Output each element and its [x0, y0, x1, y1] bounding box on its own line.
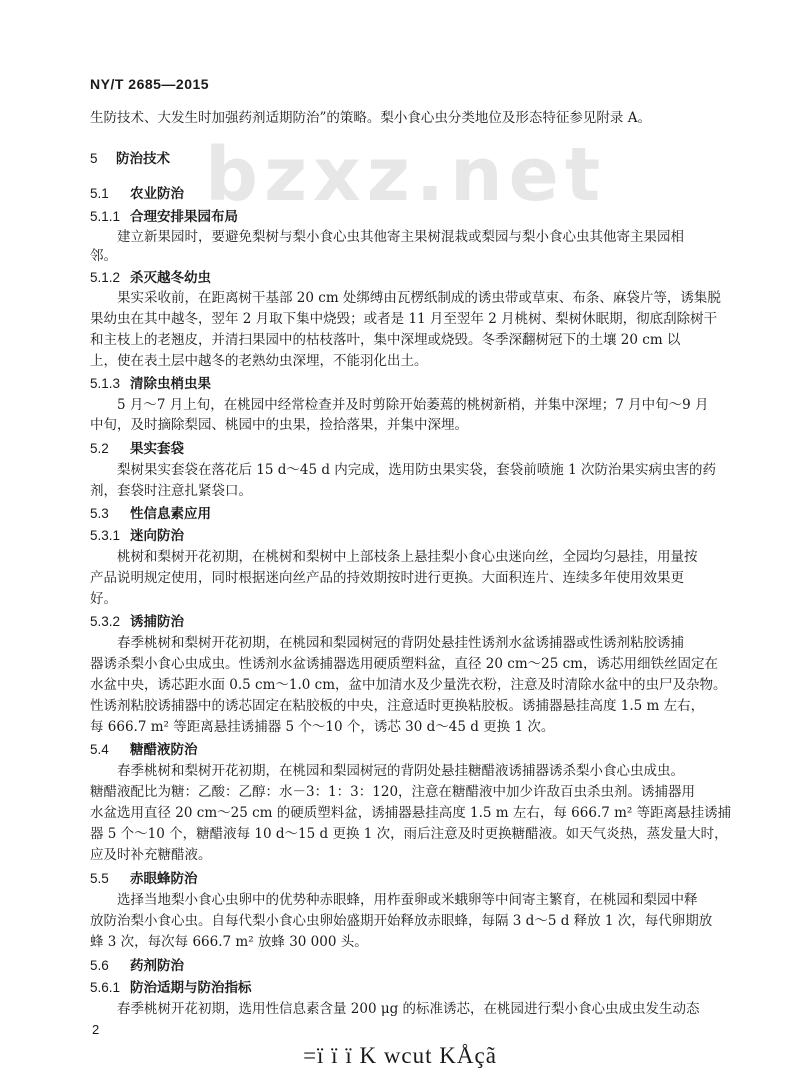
heading-5-2: 5.2 果实套袋	[90, 441, 184, 457]
paragraph-line: 果实采收前，在距离树干基部 20 cm 处绑缚由瓦楞纸制成的诱虫带或草束、布条、麻袋片等，诱集脱	[117, 290, 721, 306]
heading-5-6-1: 5.6.1 防治适期与防治指标	[90, 980, 252, 996]
standard-number: NY/T 2685—2015	[90, 76, 210, 92]
paragraph-line: 生防技术、大发生时加强药剂适期防治”的策略。梨小食心虫分类地位及形态特征参见附录 A。	[90, 110, 651, 126]
paragraph-line: 每 666.7 m² 等距离悬挂诱捕器 5 个～10 个，诱芯 30 d～45 d 更换 1 次。	[90, 719, 555, 735]
paragraph-line: 糖醋液配比为糖：乙酸：乙醇：水－3：1：3：120，注意在糖醋液中加少许敌百虫杀虫剂。诱捕器用	[90, 784, 696, 800]
paragraph-line: 性诱剂粘胶诱捕器中的诱芯固定在粘胶板的中央，注意适时更换粘胶板。诱捕器悬挂高度 1.5 m 左右，	[90, 698, 705, 714]
heading-5-3-2: 5.3.2 诱捕防治	[90, 614, 184, 630]
paragraph-line: 建立新果园时，要避免梨树与梨小食心虫其他寄主果树混栽或梨园与梨小食心虫其他寄主果园相	[117, 229, 684, 245]
paragraph-line: 器诱杀梨小食心虫成虫。性诱剂水盆诱捕器选用硬质塑料盆，直径 20 cm～25 cm，诱芯用细铁丝固定在	[90, 656, 718, 672]
paragraph-line: 春季桃树和梨树开花初期，在桃园和梨园树冠的背阴处悬挂性诱剂水盆诱捕器或性诱剂粘胶诱捕	[117, 635, 684, 651]
heading-5-3: 5.3 性信息素应用	[90, 506, 211, 522]
paragraph-line: 蜂 3 次，每次每 666.7 m² 放蜂 30 000 头。	[90, 934, 368, 950]
heading-5-5: 5.5 赤眼蜂防治	[90, 871, 198, 887]
heading-5-1-2: 5.1.2 杀灭越冬幼虫	[90, 270, 211, 286]
heading-5-1-3: 5.1.3 清除虫梢虫果	[90, 376, 211, 392]
paragraph-line: 应及时补充糖醋液。	[90, 847, 212, 863]
paragraph-line: 水盆选用直径 20 cm～25 cm 的硬质塑料盆，诱捕器悬挂高度 1.5 m 左右，每 666.7 m² 等距离悬挂诱捕	[90, 805, 732, 821]
paragraph-line: 梨树果实套袋在落花后 15 d～45 d 内完成，选用防虫果实袋，套袋前喷施 1 次防治果实病虫害的药	[117, 462, 716, 478]
paragraph-line: 放防治梨小食心虫。自每代梨小食心虫卵始盛期开始释放赤眼蜂，每隔 3 d～5 d 释放 1 次，每代卵期放	[90, 913, 713, 929]
heading-5-4: 5.4 糖醋液防治	[90, 742, 198, 758]
paragraph-line: 产品说明规定使用，同时根据迷向丝产品的持效期按时进行更换。大面积连片、连续多年使用效果更	[90, 570, 684, 586]
paragraph-line: 好。	[90, 591, 117, 607]
paragraph-line: 春季桃树和梨树开花初期，在桃园和梨园树冠的背阴处悬挂糖醋液诱捕器诱杀梨小食心虫成虫。	[117, 763, 684, 779]
paragraph-line: 果幼虫在其中越冬，翌年 2 月取下集中烧毁；或者是 11 月至翌年 2 月桃树、梨树休眠期，彻底刮除树干	[90, 311, 718, 327]
paragraph-line: 邻。	[90, 248, 117, 264]
paragraph-line: 5 月～7 月上旬，在桃园中经常检查并及时剪除开始萎蔫的桃树新梢，并集中深埋；7 月中旬～9 月	[117, 397, 709, 413]
heading-5-1-1: 5.1.1 合理安排果园布局	[90, 209, 238, 225]
page-number: 2	[92, 1022, 100, 1037]
footer-garbled-text: =ï ï ï K wcut KÅçã	[303, 1043, 497, 1068]
paragraph-line: 选择当地梨小食心虫卵中的优势种赤眼蜂，用柞蚕卵或米蛾卵等中间寄主繁育，在桃园和梨园中释	[117, 892, 698, 908]
heading-5-6: 5.6 药剂防治	[90, 958, 184, 974]
paragraph-line: 水盆中央，诱芯距水面 0.5 cm～1.0 cm，盆中加清水及少量洗衣粉，注意及时清除水盆中的虫尸及杂物。	[90, 677, 727, 693]
paragraph-line: 中旬，及时摘除梨园、桃园中的虫果，捡拾落果，并集中深埋。	[90, 417, 468, 433]
paragraph-line: 桃树和梨树开花初期，在桃树和梨树中上部枝条上悬挂梨小食心虫迷向丝，全园均匀悬挂，用量按	[117, 549, 698, 565]
heading-5-3-1: 5.3.1 迷向防治	[90, 528, 184, 544]
paragraph-line: 剂，套袋时注意扎紧袋口。	[90, 483, 252, 499]
heading-5-1: 5.1 农业防治	[90, 186, 184, 202]
watermark: bzxz.net	[205, 132, 607, 218]
heading-5: 5 防治技术	[90, 151, 170, 167]
paragraph-line: 器 5 个～10 个，糖醋液每 10 d～15 d 更换 1 次，雨后注意及时更换糖醋液。如天气炎热，蒸发量大时，	[90, 826, 728, 842]
paragraph-line: 和主枝上的老翘皮，并清扫果园中的枯枝落叶，集中深埋或烧毁。冬季深翻树冠下的土壤 20 cm 以	[90, 332, 681, 348]
paragraph-line: 春季桃树开花初期，选用性信息素含量 200 μg 的标准诱芯，在桃园进行梨小食心虫成虫发生动态	[117, 1001, 700, 1017]
paragraph-line: 上，使在表土层中越冬的老熟幼虫深埋，不能羽化出土。	[90, 353, 428, 369]
